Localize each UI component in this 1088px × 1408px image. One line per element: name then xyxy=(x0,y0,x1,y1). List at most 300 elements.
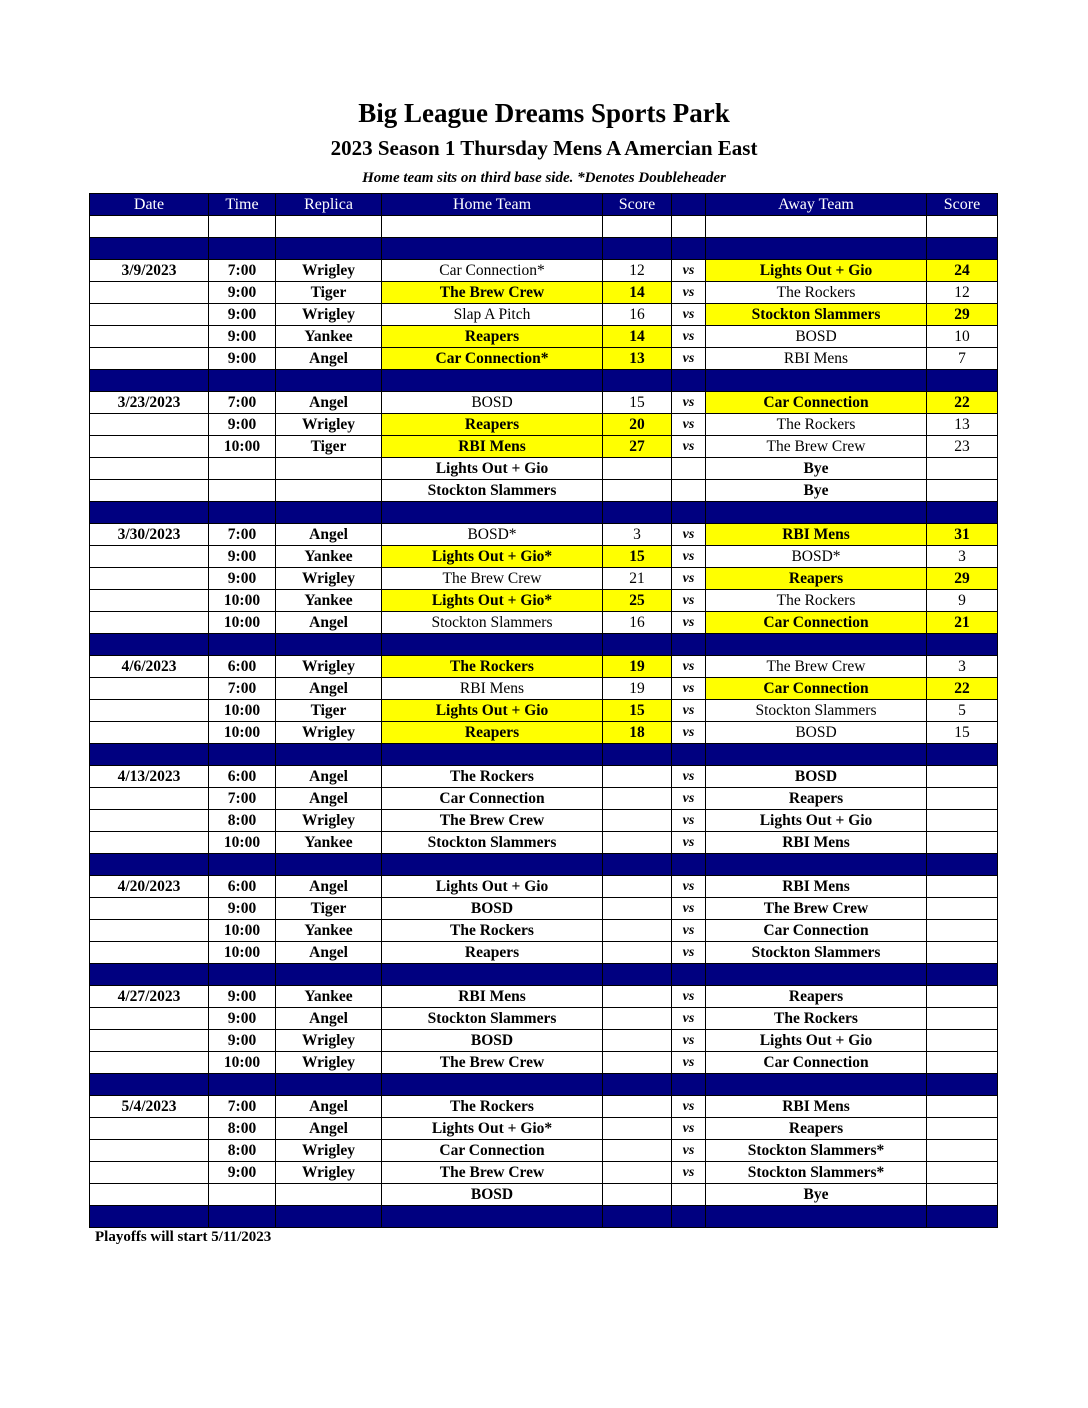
game-row xyxy=(90,414,998,436)
home-team-cell: BOSD* xyxy=(382,524,603,546)
away-score-cell: 3 xyxy=(927,546,998,568)
separator-cell xyxy=(672,238,706,260)
vs-cell: vs xyxy=(672,1162,706,1184)
week-separator-row xyxy=(90,1206,998,1228)
col-home-team-header: Home Team xyxy=(382,194,603,216)
schedule-note: Home team sits on third base side. *Denotes Doubleheader xyxy=(362,170,726,186)
date-cell: 4/27/2023 xyxy=(90,986,209,1008)
date-cell xyxy=(90,568,209,590)
away-team-cell: Reapers xyxy=(706,986,927,1008)
header-row xyxy=(90,194,998,216)
replica-cell: Angel xyxy=(276,1096,382,1118)
home-team-cell: BOSD xyxy=(382,1184,603,1206)
replica-cell: Yankee xyxy=(276,546,382,568)
home-score-cell xyxy=(603,1096,672,1118)
vs-cell: vs xyxy=(672,656,706,678)
replica-cell: Tiger xyxy=(276,282,382,304)
away-score-cell xyxy=(927,788,998,810)
separator-cell xyxy=(382,238,603,260)
time-cell: 9:00 xyxy=(209,304,276,326)
date-cell: 3/23/2023 xyxy=(90,392,209,414)
vs-cell: vs xyxy=(672,348,706,370)
home-score-cell xyxy=(603,898,672,920)
away-team-cell: RBI Mens xyxy=(706,524,927,546)
time-cell: 8:00 xyxy=(209,810,276,832)
away-team-cell: RBI Mens xyxy=(706,876,927,898)
date-cell xyxy=(90,678,209,700)
separator-cell xyxy=(706,964,927,986)
away-score-cell: 23 xyxy=(927,436,998,458)
game-row xyxy=(90,612,998,634)
separator-cell xyxy=(927,854,998,876)
separator-cell xyxy=(672,854,706,876)
replica-cell: Yankee xyxy=(276,986,382,1008)
time-cell: 9:00 xyxy=(209,1030,276,1052)
separator-cell xyxy=(276,964,382,986)
away-team-cell: Car Connection xyxy=(706,678,927,700)
date-cell xyxy=(90,304,209,326)
replica-cell: Yankee xyxy=(276,832,382,854)
vs-cell: vs xyxy=(672,1118,706,1140)
week-separator-row xyxy=(90,1074,998,1096)
separator-cell xyxy=(706,370,927,392)
vs-cell: vs xyxy=(672,568,706,590)
page-subtitle: 2023 Season 1 Thursday Mens A Amercian East xyxy=(330,136,758,160)
home-team-cell: Lights Out + Gio xyxy=(382,458,603,480)
week-separator-row xyxy=(90,854,998,876)
col-date-header: Date xyxy=(90,194,209,216)
away-team-cell: BOSD xyxy=(706,722,927,744)
home-score-cell: 27 xyxy=(603,436,672,458)
replica-cell: Angel xyxy=(276,788,382,810)
vs-cell: vs xyxy=(672,590,706,612)
replica-cell: Wrigley xyxy=(276,810,382,832)
replica-cell: Angel xyxy=(276,876,382,898)
game-row xyxy=(90,326,998,348)
vs-cell: vs xyxy=(672,1052,706,1074)
replica-cell: Wrigley xyxy=(276,722,382,744)
date-cell: 3/9/2023 xyxy=(90,260,209,282)
home-score-cell: 21 xyxy=(603,568,672,590)
separator-cell xyxy=(276,238,382,260)
vs-cell: vs xyxy=(672,436,706,458)
replica-cell: Angel xyxy=(276,524,382,546)
home-score-cell: 3 xyxy=(603,524,672,546)
date-cell xyxy=(90,1118,209,1140)
away-score-cell xyxy=(927,480,998,502)
date-cell xyxy=(90,546,209,568)
separator-cell xyxy=(603,964,672,986)
home-score-cell: 12 xyxy=(603,260,672,282)
home-score-cell: 18 xyxy=(603,722,672,744)
replica-cell: Angel xyxy=(276,392,382,414)
separator-cell xyxy=(603,744,672,766)
date-cell xyxy=(90,612,209,634)
date-cell xyxy=(90,458,209,480)
game-row xyxy=(90,700,998,722)
away-team-cell: Lights Out + Gio xyxy=(706,1030,927,1052)
home-score-cell xyxy=(603,788,672,810)
home-team-cell: Reapers xyxy=(382,326,603,348)
separator-cell xyxy=(927,744,998,766)
col-home-score-header: Score xyxy=(603,194,672,216)
time-cell: 9:00 xyxy=(209,898,276,920)
home-team-cell: Slap A Pitch xyxy=(382,304,603,326)
away-team-cell: Car Connection xyxy=(706,392,927,414)
replica-cell xyxy=(276,458,382,480)
week-separator-row xyxy=(90,502,998,524)
col-time-header: Time xyxy=(209,194,276,216)
date-cell xyxy=(90,282,209,304)
separator-cell xyxy=(927,1074,998,1096)
home-score-cell xyxy=(603,920,672,942)
home-team-cell: The Rockers xyxy=(382,1096,603,1118)
replica-cell: Tiger xyxy=(276,898,382,920)
time-cell: 10:00 xyxy=(209,832,276,854)
away-team-cell: RBI Mens xyxy=(706,832,927,854)
col-vs-header xyxy=(672,194,706,216)
game-row xyxy=(90,392,998,414)
date-cell xyxy=(90,1140,209,1162)
away-team-cell: Stockton Slammers* xyxy=(706,1140,927,1162)
game-row xyxy=(90,722,998,744)
away-team-cell: Stockton Slammers* xyxy=(706,1162,927,1184)
week-separator-row xyxy=(90,744,998,766)
schedule-body xyxy=(90,194,998,1228)
away-team-cell: The Brew Crew xyxy=(706,898,927,920)
playoffs-note: Playoffs will start 5/11/2023 xyxy=(95,1229,272,1245)
separator-cell xyxy=(706,238,927,260)
separator-cell xyxy=(603,854,672,876)
separator-cell xyxy=(209,964,276,986)
away-score-cell: 22 xyxy=(927,678,998,700)
home-team-cell: Reapers xyxy=(382,942,603,964)
vs-cell: vs xyxy=(672,766,706,788)
separator-cell xyxy=(603,370,672,392)
separator-cell xyxy=(672,502,706,524)
replica-cell: Angel xyxy=(276,348,382,370)
time-cell: 7:00 xyxy=(209,524,276,546)
game-row xyxy=(90,1008,998,1030)
home-team-cell: BOSD xyxy=(382,898,603,920)
separator-cell xyxy=(90,854,209,876)
date-cell xyxy=(90,590,209,612)
replica-cell: Angel xyxy=(276,766,382,788)
home-team-cell: Lights Out + Gio* xyxy=(382,590,603,612)
vs-cell: vs xyxy=(672,612,706,634)
away-team-cell: Lights Out + Gio xyxy=(706,260,927,282)
time-cell: 7:00 xyxy=(209,260,276,282)
time-cell: 7:00 xyxy=(209,678,276,700)
game-row xyxy=(90,1162,998,1184)
time-cell: 8:00 xyxy=(209,1118,276,1140)
away-team-cell: Reapers xyxy=(706,1118,927,1140)
away-score-cell xyxy=(927,1162,998,1184)
date-cell xyxy=(90,942,209,964)
game-row xyxy=(90,678,998,700)
separator-cell xyxy=(603,634,672,656)
col-away-team-header: Away Team xyxy=(706,194,927,216)
time-cell: 9:00 xyxy=(209,546,276,568)
away-team-cell: Stockton Slammers xyxy=(706,700,927,722)
date-cell xyxy=(90,480,209,502)
blank-cell xyxy=(382,216,603,238)
date-cell xyxy=(90,326,209,348)
replica-cell: Wrigley xyxy=(276,1140,382,1162)
away-team-cell: The Brew Crew xyxy=(706,656,927,678)
time-cell: 9:00 xyxy=(209,414,276,436)
date-cell xyxy=(90,898,209,920)
date-cell xyxy=(90,920,209,942)
home-score-cell xyxy=(603,766,672,788)
home-team-cell: Stockton Slammers xyxy=(382,480,603,502)
week-separator-row xyxy=(90,238,998,260)
date-cell: 3/30/2023 xyxy=(90,524,209,546)
time-cell: 9:00 xyxy=(209,348,276,370)
home-team-cell: Lights Out + Gio xyxy=(382,876,603,898)
game-row xyxy=(90,942,998,964)
away-score-cell xyxy=(927,942,998,964)
blank-cell xyxy=(90,216,209,238)
time-cell: 10:00 xyxy=(209,920,276,942)
home-team-cell: The Rockers xyxy=(382,920,603,942)
away-score-cell: 3 xyxy=(927,656,998,678)
home-team-cell: RBI Mens xyxy=(382,678,603,700)
game-row xyxy=(90,1052,998,1074)
home-score-cell xyxy=(603,1162,672,1184)
col-away-score-header: Score xyxy=(927,194,998,216)
home-score-cell: 25 xyxy=(603,590,672,612)
separator-cell xyxy=(276,370,382,392)
replica-cell xyxy=(276,1184,382,1206)
vs-cell: vs xyxy=(672,326,706,348)
home-team-cell: Lights Out + Gio* xyxy=(382,1118,603,1140)
game-row xyxy=(90,766,998,788)
separator-cell xyxy=(276,1074,382,1096)
replica-cell: Angel xyxy=(276,612,382,634)
vs-cell: vs xyxy=(672,1096,706,1118)
game-row xyxy=(90,282,998,304)
home-team-cell: Stockton Slammers xyxy=(382,1008,603,1030)
vs-cell: vs xyxy=(672,920,706,942)
away-team-cell: Bye xyxy=(706,1184,927,1206)
away-score-cell xyxy=(927,1030,998,1052)
home-team-cell: BOSD xyxy=(382,1030,603,1052)
home-team-cell: Reapers xyxy=(382,414,603,436)
away-score-cell: 29 xyxy=(927,304,998,326)
game-row xyxy=(90,458,998,480)
date-cell xyxy=(90,810,209,832)
time-cell: 10:00 xyxy=(209,942,276,964)
away-score-cell xyxy=(927,810,998,832)
replica-cell: Wrigley xyxy=(276,414,382,436)
separator-cell xyxy=(927,238,998,260)
game-row xyxy=(90,1118,998,1140)
home-score-cell xyxy=(603,458,672,480)
away-score-cell: 13 xyxy=(927,414,998,436)
away-team-cell: Stockton Slammers xyxy=(706,304,927,326)
vs-cell: vs xyxy=(672,722,706,744)
replica-cell: Yankee xyxy=(276,326,382,348)
separator-cell xyxy=(706,854,927,876)
home-score-cell: 15 xyxy=(603,700,672,722)
date-cell xyxy=(90,1162,209,1184)
replica-cell: Tiger xyxy=(276,700,382,722)
replica-cell: Wrigley xyxy=(276,568,382,590)
time-cell xyxy=(209,458,276,480)
home-team-cell: Lights Out + Gio* xyxy=(382,546,603,568)
vs-cell: vs xyxy=(672,304,706,326)
replica-cell: Angel xyxy=(276,1008,382,1030)
separator-cell xyxy=(90,1074,209,1096)
vs-cell xyxy=(672,480,706,502)
separator-cell xyxy=(90,238,209,260)
home-score-cell xyxy=(603,832,672,854)
game-row xyxy=(90,348,998,370)
time-cell: 10:00 xyxy=(209,700,276,722)
away-team-cell: RBI Mens xyxy=(706,1096,927,1118)
away-score-cell: 21 xyxy=(927,612,998,634)
game-row xyxy=(90,986,998,1008)
away-team-cell: BOSD xyxy=(706,326,927,348)
home-score-cell: 15 xyxy=(603,392,672,414)
home-score-cell xyxy=(603,876,672,898)
separator-cell xyxy=(706,502,927,524)
away-score-cell: 24 xyxy=(927,260,998,282)
week-separator-row xyxy=(90,370,998,392)
home-team-cell: Car Connection xyxy=(382,1140,603,1162)
home-team-cell: Car Connection* xyxy=(382,260,603,282)
home-team-cell: Stockton Slammers xyxy=(382,612,603,634)
time-cell: 10:00 xyxy=(209,436,276,458)
separator-cell xyxy=(382,964,603,986)
separator-cell xyxy=(209,1074,276,1096)
date-cell xyxy=(90,788,209,810)
vs-cell xyxy=(672,1184,706,1206)
home-team-cell: The Rockers xyxy=(382,766,603,788)
home-team-cell: Car Connection xyxy=(382,788,603,810)
separator-cell xyxy=(706,744,927,766)
date-cell: 4/6/2023 xyxy=(90,656,209,678)
home-team-cell: Stockton Slammers xyxy=(382,832,603,854)
away-team-cell: The Rockers xyxy=(706,1008,927,1030)
away-team-cell: BOSD xyxy=(706,766,927,788)
replica-cell: Wrigley xyxy=(276,1052,382,1074)
date-cell xyxy=(90,1008,209,1030)
separator-cell xyxy=(672,370,706,392)
game-row xyxy=(90,1030,998,1052)
away-team-cell: Reapers xyxy=(706,788,927,810)
home-score-cell: 19 xyxy=(603,678,672,700)
separator-cell xyxy=(209,634,276,656)
separator-cell xyxy=(276,634,382,656)
away-score-cell: 5 xyxy=(927,700,998,722)
time-cell: 6:00 xyxy=(209,876,276,898)
vs-cell: vs xyxy=(672,414,706,436)
schedule-table xyxy=(89,193,998,1228)
away-score-cell xyxy=(927,898,998,920)
separator-cell xyxy=(276,1206,382,1228)
home-team-cell: The Brew Crew xyxy=(382,1162,603,1184)
vs-cell: vs xyxy=(672,986,706,1008)
replica-cell: Wrigley xyxy=(276,1030,382,1052)
date-cell: 4/20/2023 xyxy=(90,876,209,898)
away-score-cell: 22 xyxy=(927,392,998,414)
away-score-cell xyxy=(927,876,998,898)
away-score-cell: 15 xyxy=(927,722,998,744)
home-score-cell xyxy=(603,986,672,1008)
time-cell: 9:00 xyxy=(209,568,276,590)
away-score-cell xyxy=(927,920,998,942)
date-cell xyxy=(90,1184,209,1206)
home-score-cell: 14 xyxy=(603,326,672,348)
separator-cell xyxy=(706,1206,927,1228)
date-cell xyxy=(90,414,209,436)
time-cell: 6:00 xyxy=(209,656,276,678)
separator-cell xyxy=(276,744,382,766)
time-cell: 9:00 xyxy=(209,282,276,304)
vs-cell: vs xyxy=(672,282,706,304)
vs-cell: vs xyxy=(672,898,706,920)
separator-cell xyxy=(382,502,603,524)
vs-cell: vs xyxy=(672,1030,706,1052)
separator-cell xyxy=(209,502,276,524)
away-team-cell: Car Connection xyxy=(706,920,927,942)
separator-cell xyxy=(276,854,382,876)
away-score-cell: 7 xyxy=(927,348,998,370)
separator-cell xyxy=(209,370,276,392)
blank-cell xyxy=(209,216,276,238)
game-row xyxy=(90,546,998,568)
date-cell xyxy=(90,700,209,722)
time-cell: 6:00 xyxy=(209,766,276,788)
time-cell: 9:00 xyxy=(209,326,276,348)
away-score-cell xyxy=(927,1118,998,1140)
separator-cell xyxy=(603,1074,672,1096)
vs-cell: vs xyxy=(672,876,706,898)
separator-cell xyxy=(209,744,276,766)
date-cell: 4/13/2023 xyxy=(90,766,209,788)
separator-cell xyxy=(90,1206,209,1228)
time-cell xyxy=(209,1184,276,1206)
blank-cell xyxy=(276,216,382,238)
vs-cell: vs xyxy=(672,546,706,568)
away-score-cell xyxy=(927,1052,998,1074)
away-team-cell: Car Connection xyxy=(706,1052,927,1074)
home-team-cell: Reapers xyxy=(382,722,603,744)
date-cell: 5/4/2023 xyxy=(90,1096,209,1118)
away-score-cell xyxy=(927,986,998,1008)
home-score-cell xyxy=(603,810,672,832)
vs-cell: vs xyxy=(672,1140,706,1162)
home-score-cell xyxy=(603,942,672,964)
date-cell xyxy=(90,1030,209,1052)
away-score-cell xyxy=(927,1096,998,1118)
date-cell xyxy=(90,348,209,370)
away-score-cell: 31 xyxy=(927,524,998,546)
time-cell: 8:00 xyxy=(209,1140,276,1162)
home-score-cell xyxy=(603,1008,672,1030)
vs-cell: vs xyxy=(672,700,706,722)
time-cell: 7:00 xyxy=(209,392,276,414)
game-row xyxy=(90,590,998,612)
home-team-cell: The Rockers xyxy=(382,656,603,678)
time-cell: 10:00 xyxy=(209,612,276,634)
separator-cell xyxy=(927,1206,998,1228)
away-score-cell: 12 xyxy=(927,282,998,304)
vs-cell: vs xyxy=(672,832,706,854)
replica-cell: Angel xyxy=(276,678,382,700)
